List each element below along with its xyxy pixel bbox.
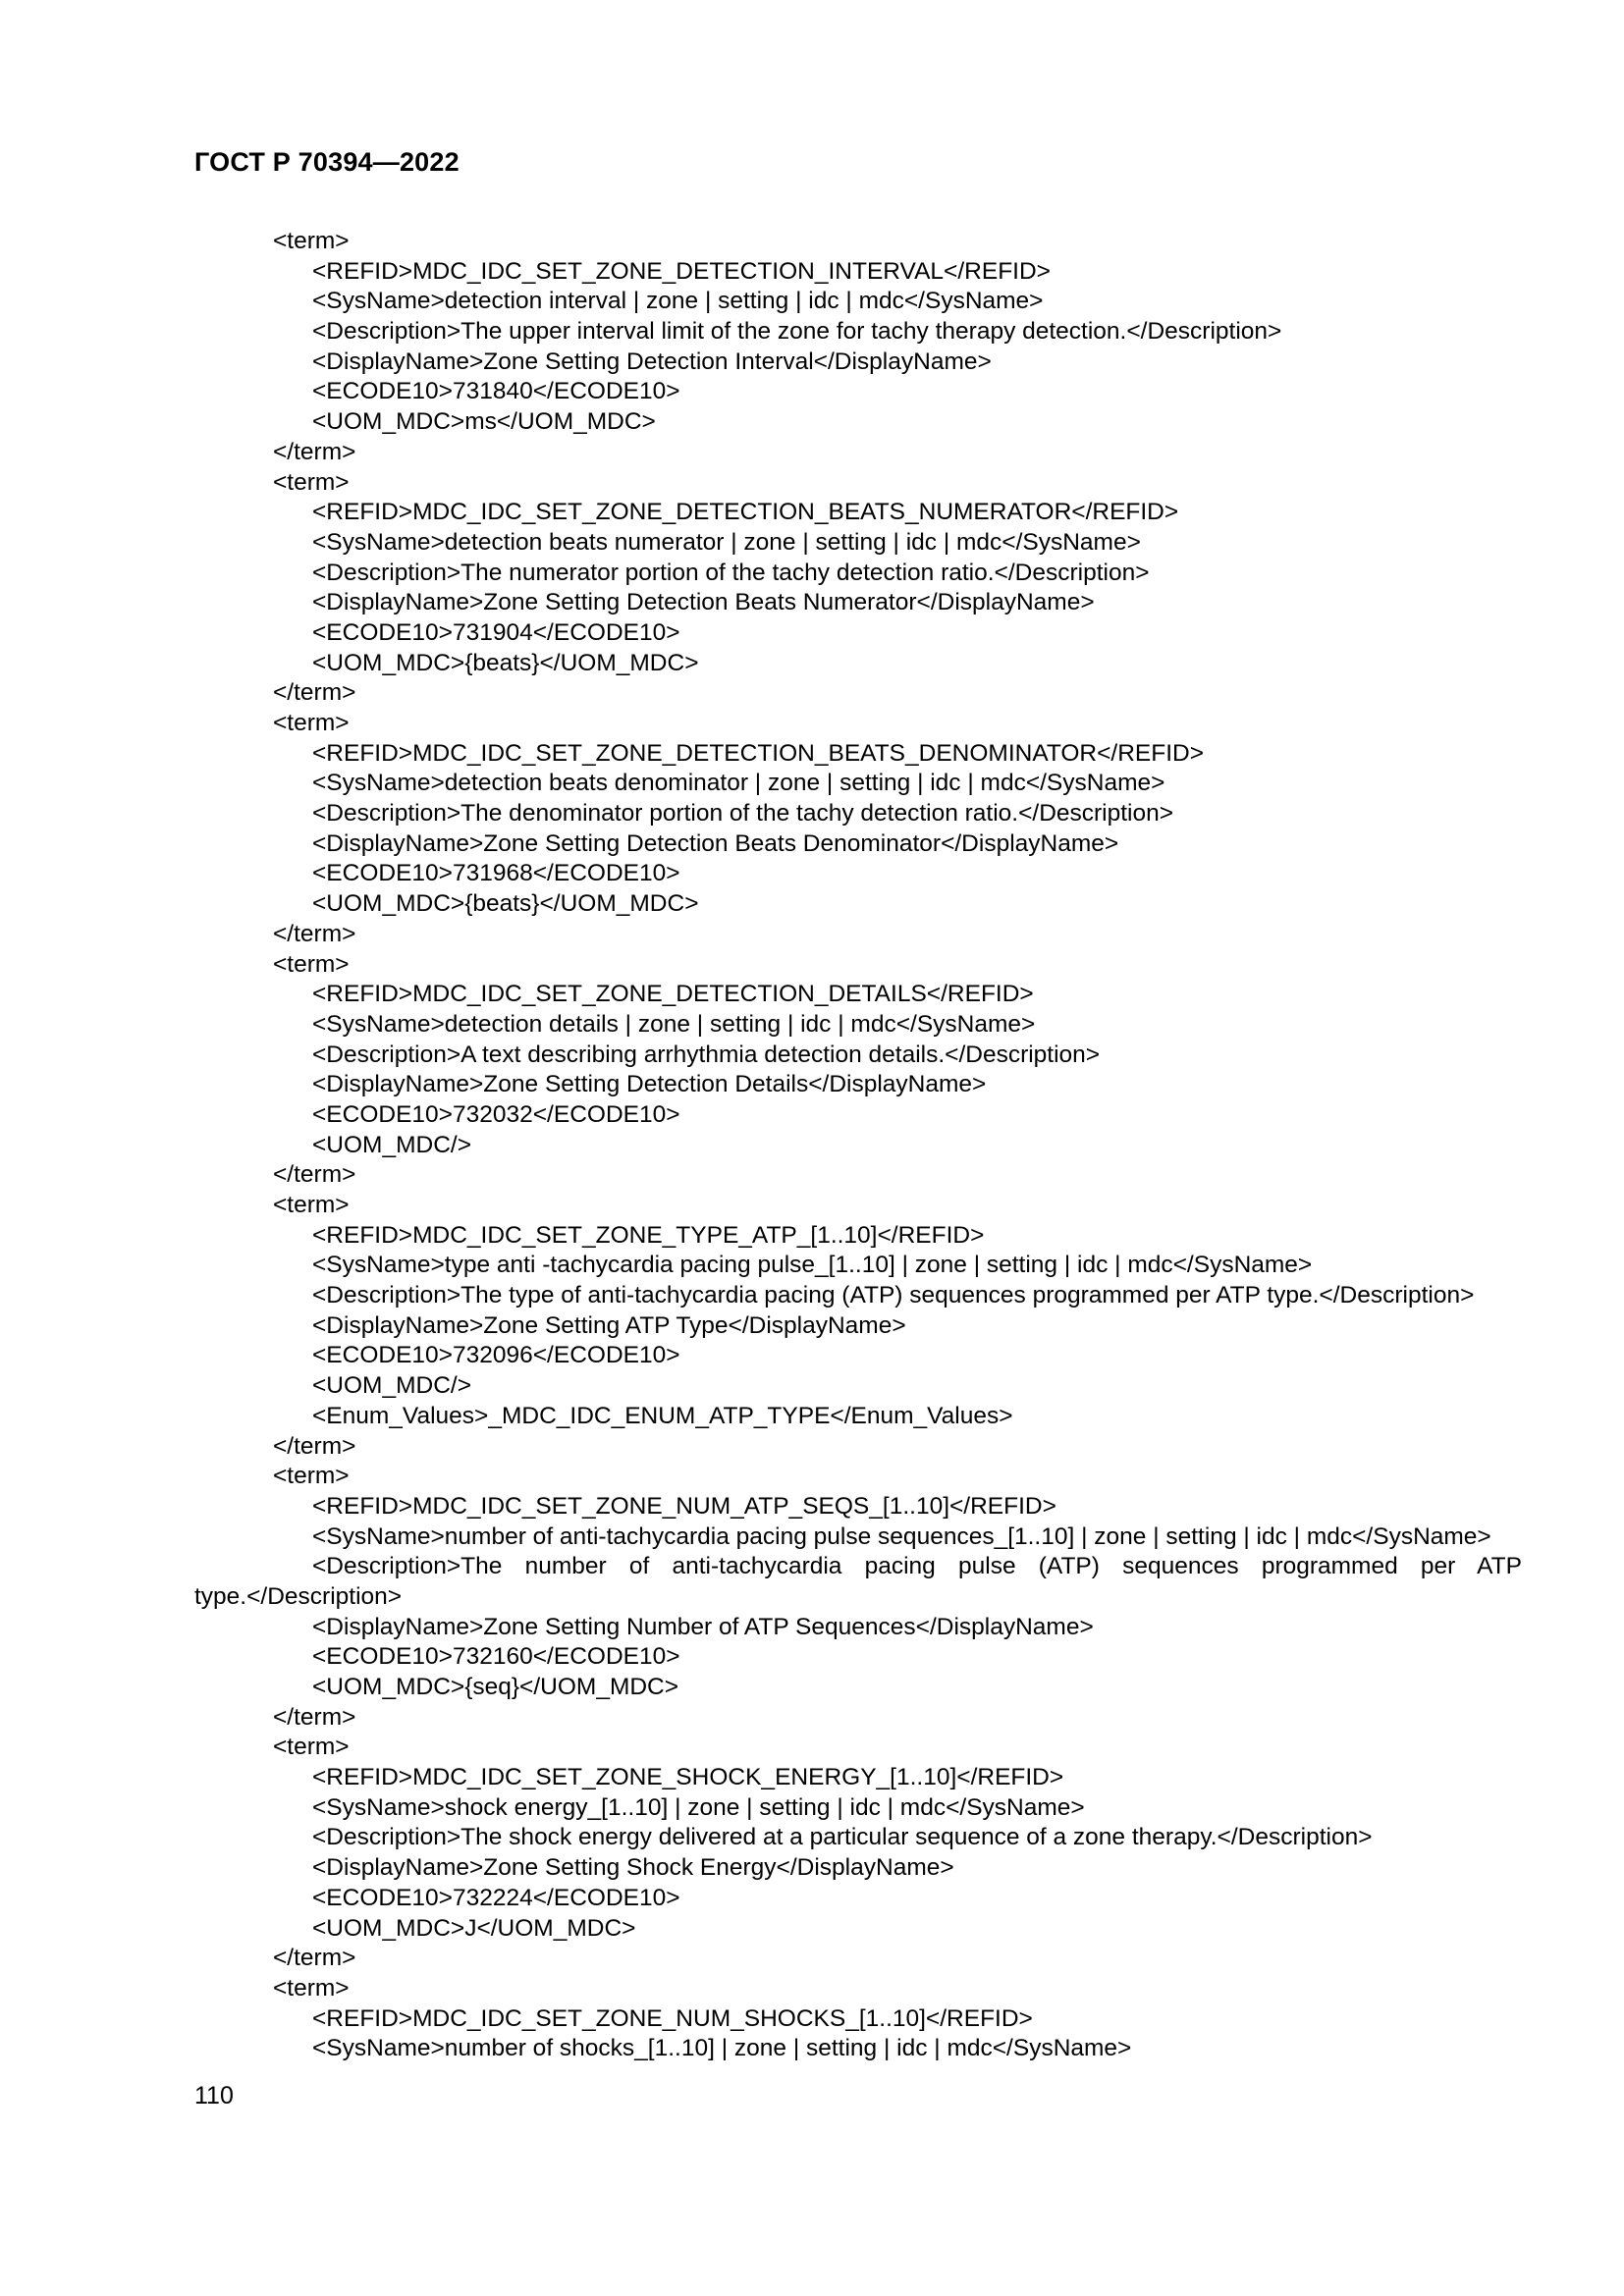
xml-field-line: <Description>The type of anti-tachycardia pacing (ATP) sequences programmed per ATP type.</Description> (312, 1282, 1475, 1309)
xml-field-line: <ECODE10>731904</ECODE10> (312, 618, 680, 646)
xml-term-tag-line: <term> (273, 1734, 350, 1761)
xml-field-line: <SysName>number of anti-tachycardia pacing pulse sequences_[1..10] | zone | setting | idc | mdc</SysName> (312, 1522, 1491, 1550)
xml-field-line: <ECODE10>732032</ECODE10> (312, 1100, 680, 1128)
xml-field-line: <REFID>MDC_IDC_SET_ZONE_DETECTION_DETAILS</REFID> (312, 981, 1034, 1008)
xml-field-line: <UOM_MDC/> (312, 1131, 472, 1158)
xml-field-line: <REFID>MDC_IDC_SET_ZONE_DETECTION_INTERVAL</REFID> (312, 257, 1051, 285)
xml-field-line: <Description>The numerator portion of the tachy detection ratio.</Description> (312, 559, 1150, 586)
xml-field-line: <SysName>type anti -tachycardia pacing pulse_[1..10] | zone | setting | idc | mdc</SysName> (312, 1252, 1313, 1279)
xml-field-line: <DisplayName>Zone Setting Number of ATP Sequences</DisplayName> (312, 1613, 1094, 1640)
xml-field-line: <REFID>MDC_IDC_SET_ZONE_SHOCK_ENERGY_[1..10]</REFID> (312, 1764, 1064, 1791)
xml-field-line: <UOM_MDC>{beats}</UOM_MDC> (312, 890, 699, 918)
xml-listing (194, 227, 1522, 2064)
document-header: ГОСТ Р 70394—2022 (194, 147, 460, 177)
xml-field-line: <ECODE10>732160</ECODE10> (312, 1643, 680, 1671)
xml-field-line: <REFID>MDC_IDC_SET_ZONE_DETECTION_BEATS_DENOMINATOR</REFID> (312, 739, 1205, 767)
xml-field-line: <Description>The shock energy delivered at a particular sequence of a zone therapy.</Description> (312, 1824, 1373, 1851)
xml-field-line: <REFID>MDC_IDC_SET_ZONE_NUM_ATP_SEQS_[1..10]</REFID> (312, 1492, 1056, 1520)
xml-field-line: <ECODE10>731840</ECODE10> (312, 378, 680, 405)
xml-term-tag-line: <term> (273, 1192, 350, 1218)
xml-term-tag-line: </term> (273, 920, 356, 947)
xml-field-line: <REFID>MDC_IDC_SET_ZONE_NUM_SHOCKS_[1..10]</REFID> (312, 2004, 1033, 2032)
xml-field-line: <UOM_MDC/> (312, 1372, 472, 1400)
xml-field-line: <Description>The number of anti-tachycardia pacing pulse (ATP) sequences programmed per ATP (312, 1553, 1522, 1580)
xml-field-line: <SysName>detection interval | zone | setting | idc | mdc</SysName> (312, 288, 1044, 315)
xml-field-line: <DisplayName>Zone Setting Shock Energy</DisplayName> (312, 1854, 954, 1882)
xml-field-line: <DisplayName>Zone Setting Detection Details</DisplayName> (312, 1071, 987, 1098)
xml-term-tag-line: </term> (273, 1161, 356, 1189)
xml-field-line: <SysName>detection details | zone | setting | idc | mdc</SysName> (312, 1010, 1036, 1038)
xml-term-tag-line: </term> (273, 1703, 356, 1731)
xml-field-line: <Description>The denominator portion of the tachy detection ratio.</Description> (312, 800, 1174, 828)
xml-field-line: <UOM_MDC>ms</UOM_MDC> (312, 408, 656, 436)
xml-field-line: <UOM_MDC>{seq}</UOM_MDC> (312, 1674, 679, 1700)
xml-field-line: <Description>The upper interval limit of the zone for tachy therapy detection.</Description> (312, 318, 1282, 346)
xml-field-line: type.</Description> (194, 1582, 403, 1610)
xml-field-line: <SysName>number of shocks_[1..10] | zone | setting | idc | mdc</SysName> (312, 2035, 1132, 2062)
xml-field-line: <DisplayName>Zone Setting Detection Beats Denominator</DisplayName> (312, 829, 1119, 857)
xml-term-tag-line: </term> (273, 679, 356, 707)
xml-field-line: <ECODE10>732096</ECODE10> (312, 1342, 680, 1369)
xml-field-line: <REFID>MDC_IDC_SET_ZONE_DETECTION_BEATS_NUMERATOR</REFID> (312, 499, 1179, 526)
xml-field-line: <SysName>shock energy_[1..10] | zone | setting | idc | mdc</SysName> (312, 1793, 1085, 1821)
xml-field-line: <UOM_MDC>{beats}</UOM_MDC> (312, 649, 699, 676)
xml-field-line: <ECODE10>732224</ECODE10> (312, 1884, 680, 1911)
xml-term-tag-line: <term> (273, 228, 350, 254)
xml-term-tag-line: <term> (273, 950, 350, 978)
xml-term-tag-line: </term> (273, 1945, 356, 1972)
xml-field-line: <UOM_MDC>J</UOM_MDC> (312, 1914, 636, 1942)
xml-term-tag-line: <term> (273, 468, 350, 496)
xml-field-line: <Description>A text describing arrhythmia detection details.</Description> (312, 1041, 1101, 1068)
xml-field-line: <SysName>detection beats denominator | zone | setting | idc | mdc</SysName> (312, 770, 1165, 797)
xml-field-line: <DisplayName>Zone Setting ATP Type</DisplayName> (312, 1311, 906, 1339)
xml-term-tag-line: <term> (273, 1463, 350, 1490)
xml-term-tag-line: </term> (273, 1432, 356, 1460)
xml-field-line: <SysName>detection beats numerator | zone | setting | idc | mdc</SysName> (312, 528, 1141, 556)
xml-term-tag-line: </term> (273, 438, 356, 465)
xml-field-line: <ECODE10>731968</ECODE10> (312, 860, 680, 887)
xml-term-tag-line: <term> (273, 1974, 350, 2002)
xml-field-line: <REFID>MDC_IDC_SET_ZONE_TYPE_ATP_[1..10]</REFID> (312, 1221, 985, 1249)
xml-field-line: <Enum_Values>_MDC_IDC_ENUM_ATP_TYPE</Enum_Values> (312, 1402, 1013, 1429)
page-number: 110 (194, 2082, 234, 2109)
xml-term-tag-line: <term> (273, 710, 350, 736)
xml-field-line: <DisplayName>Zone Setting Detection Beats Numerator</DisplayName> (312, 589, 1095, 616)
xml-field-line: <DisplayName>Zone Setting Detection Interval</DisplayName> (312, 347, 992, 375)
